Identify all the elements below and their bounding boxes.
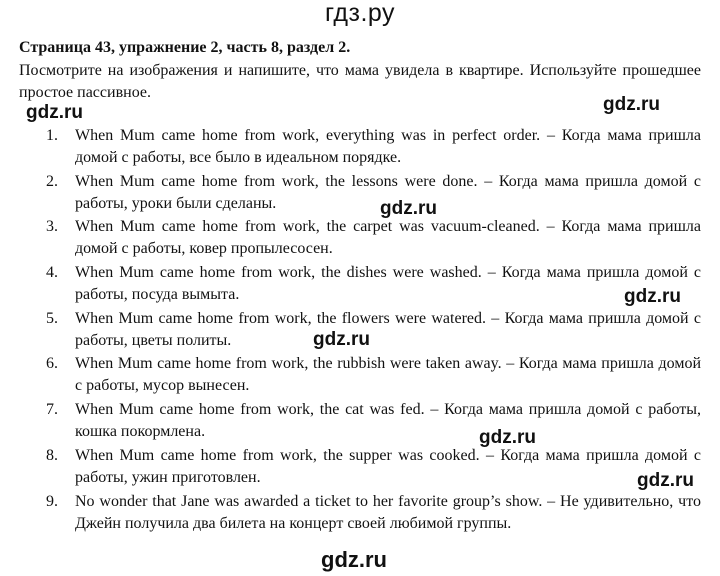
answer-text: When Mum came home from work, the dishes were washed. – Когда мама пришла домой с работы, посуда вымыта. (75, 264, 701, 303)
answer-number: 9. (46, 493, 58, 510)
answer-text: No wonder that Jane was awarded a ticket to her favorite group’s show. – Не удивительно, что Джейн получила два билета на концерт своей любимой группы. (75, 493, 701, 532)
answer-text: When Mum came home from work, the lessons were done. – Когда мама пришла домой с работы, уроки были сделаны. (75, 173, 701, 212)
watermark-logo: gdz.ru (637, 470, 694, 491)
watermark-logo: gdz.ru (479, 427, 536, 448)
answer-text: When Mum came home from work, everything was in perfect order. – Когда мама пришла домой с работы, все было в идеальном порядке. (75, 127, 701, 166)
answer-number: 1. (46, 127, 58, 144)
answer-number: 5. (46, 310, 58, 327)
exercise-instruction: Посмотрите на изображения и напишите, что мама увидела в квартире. Используйте прошедшее простое пассивное. (19, 62, 701, 101)
answer-number: 8. (46, 447, 58, 464)
answer-text: When Mum came home from work, the flowers were watered. – Когда мама пришла домой с работы, цветы политы. (75, 310, 701, 349)
watermark-logo: gdz.ru (603, 94, 660, 115)
watermark-logo: gdz.ru (26, 102, 83, 123)
answer-text: When Mum came home from work, the carpet was vacuum-cleaned. – Когда мама пришла домой с работы, ковер пропылесосен. (75, 218, 701, 257)
watermark-logo: gdz.ru (624, 286, 681, 307)
answer-number: 7. (46, 401, 58, 418)
watermark-logo: gdz.ru (313, 329, 370, 350)
answer-number: 6. (46, 355, 58, 372)
answer-number: 4. (46, 264, 58, 281)
answer-text: When Mum came home from work, the cat was fed. – Когда мама пришла домой с работы, кошка покормлена. (75, 401, 701, 440)
answer-number: 2. (46, 173, 58, 190)
exercise-heading: Страница 43, упражнение 2, часть 8, раздел 2. (19, 39, 351, 56)
watermark-logo: gdz.ru (380, 198, 437, 219)
site-title: гдз.ру (324, 0, 396, 27)
answer-number: 3. (46, 218, 58, 235)
watermark-logo: gdz.ru (321, 547, 387, 572)
answer-text: When Mum came home from work, the rubbish were taken away. – Когда мама пришла домой с работы, мусор вынесен. (75, 355, 701, 394)
answer-text: When Mum came home from work, the supper was cooked. – Когда мама пришла домой с работы, ужин приготовлен. (75, 447, 701, 486)
